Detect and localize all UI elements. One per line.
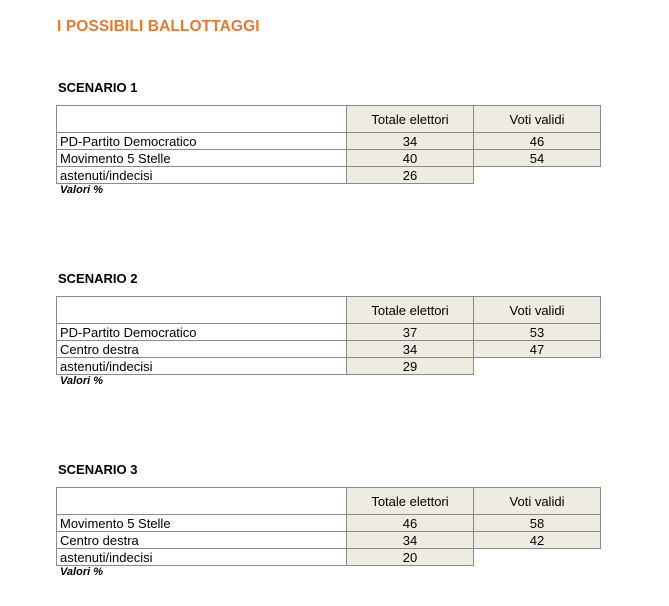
empty-cell	[474, 549, 601, 566]
page-title: I POSSIBILI BALLOTTAGGI	[57, 18, 260, 35]
table-row	[57, 358, 601, 375]
table-row	[57, 324, 601, 341]
scenario-table	[56, 487, 601, 566]
scenario-2	[56, 271, 616, 387]
scenario-1	[56, 80, 616, 196]
empty-cell	[474, 358, 601, 375]
row-label: PD-Partito Democratico	[57, 133, 347, 150]
table-row	[57, 515, 601, 532]
scenario-title: SCENARIO 3	[58, 462, 138, 477]
table-row	[57, 549, 601, 566]
totale-value: 20	[347, 549, 474, 566]
totale-value: 26	[347, 167, 474, 184]
row-label: Centro destra	[57, 532, 347, 549]
row-label: Movimento 5 Stelle	[57, 515, 347, 532]
scenario-table	[56, 296, 601, 375]
column-header-validi: Voti validi	[474, 106, 601, 133]
scenario-title: SCENARIO 1	[58, 80, 138, 95]
table-header-row	[57, 488, 601, 515]
row-label: astenuti/indecisi	[57, 167, 347, 184]
table-note: Valori %	[60, 184, 103, 196]
column-header-totale: Totale elettori	[347, 106, 474, 133]
totale-value: 40	[347, 150, 474, 167]
table-row	[57, 150, 601, 167]
validi-value: 42	[474, 532, 601, 549]
validi-value: 47	[474, 341, 601, 358]
column-header-validi: Voti validi	[474, 297, 601, 324]
table-row	[57, 341, 601, 358]
table-header-row	[57, 297, 601, 324]
table-header-row	[57, 106, 601, 133]
row-label: Movimento 5 Stelle	[57, 150, 347, 167]
column-header-validi: Voti validi	[474, 488, 601, 515]
column-header-totale: Totale elettori	[347, 488, 474, 515]
table-note: Valori %	[60, 566, 103, 578]
totale-value: 29	[347, 358, 474, 375]
totale-value: 34	[347, 133, 474, 150]
scenario-3	[56, 462, 616, 578]
totale-value: 37	[347, 324, 474, 341]
totale-value: 34	[347, 532, 474, 549]
totale-value: 34	[347, 341, 474, 358]
header-empty-cell	[57, 488, 347, 515]
row-label: PD-Partito Democratico	[57, 324, 347, 341]
scenario-table	[56, 105, 601, 184]
column-header-totale: Totale elettori	[347, 297, 474, 324]
row-label: astenuti/indecisi	[57, 358, 347, 375]
totale-value: 46	[347, 515, 474, 532]
header-empty-cell	[57, 297, 347, 324]
validi-value: 53	[474, 324, 601, 341]
table-row	[57, 133, 601, 150]
header-empty-cell	[57, 106, 347, 133]
scenario-title: SCENARIO 2	[58, 271, 138, 286]
table-note: Valori %	[60, 375, 103, 387]
row-label: astenuti/indecisi	[57, 549, 347, 566]
table-row	[57, 532, 601, 549]
empty-cell	[474, 167, 601, 184]
validi-value: 54	[474, 150, 601, 167]
validi-value: 58	[474, 515, 601, 532]
row-label: Centro destra	[57, 341, 347, 358]
table-row	[57, 167, 601, 184]
validi-value: 46	[474, 133, 601, 150]
